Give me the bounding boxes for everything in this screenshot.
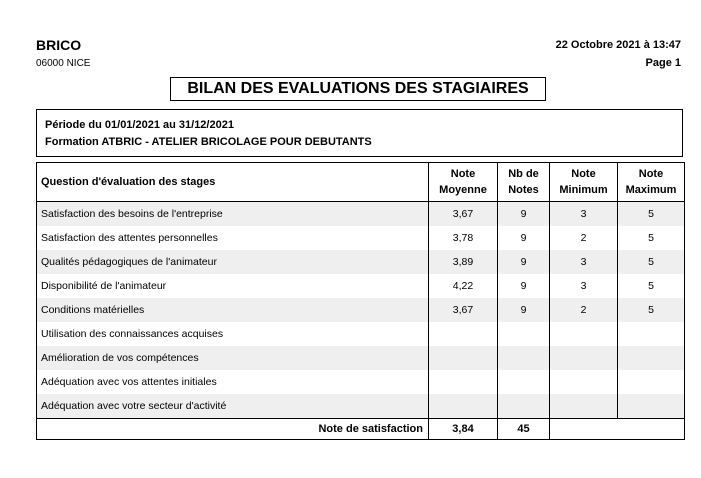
row-max: 5 [618, 298, 685, 322]
header-minimum: Note Minimum [550, 163, 618, 202]
period-text: Période du 01/01/2021 au 31/12/2021 [45, 119, 234, 131]
table-row [37, 346, 685, 370]
row-min [550, 394, 618, 419]
row-min [550, 370, 618, 394]
row-min: 2 [550, 298, 618, 322]
row-nb [498, 346, 550, 370]
table-row [37, 370, 685, 394]
row-nb [498, 322, 550, 346]
row-moyenne [429, 322, 498, 346]
table-row [37, 394, 685, 419]
row-moyenne: 3,67 [429, 298, 498, 322]
row-min: 3 [550, 274, 618, 298]
header-maximum: Note Maximum [618, 163, 685, 202]
row-question: Adéquation avec votre secteur d'activité [37, 394, 429, 419]
row-nb: 9 [498, 298, 550, 322]
table-row [37, 226, 685, 250]
table-row [37, 274, 685, 298]
row-nb [498, 370, 550, 394]
summary-empty-cell [550, 419, 685, 440]
row-moyenne: 3,78 [429, 226, 498, 250]
row-nb: 9 [498, 202, 550, 227]
row-nb: 9 [498, 226, 550, 250]
row-moyenne [429, 370, 498, 394]
table-header-row [37, 163, 685, 202]
row-moyenne [429, 346, 498, 370]
row-moyenne: 3,89 [429, 250, 498, 274]
row-question: Conditions matérielles [37, 298, 429, 322]
table-row [37, 250, 685, 274]
row-question: Satisfaction des attentes personnelles [37, 226, 429, 250]
row-nb: 9 [498, 250, 550, 274]
row-max [618, 394, 685, 419]
row-min: 2 [550, 226, 618, 250]
evaluation-table [36, 162, 685, 440]
satisfaction-nb: 45 [498, 419, 550, 440]
row-moyenne [429, 394, 498, 419]
row-question: Amélioration de vos compétences [37, 346, 429, 370]
row-question: Satisfaction des besoins de l'entreprise [37, 202, 429, 227]
row-min: 3 [550, 250, 618, 274]
row-question: Qualités pédagogiques de l'animateur [37, 250, 429, 274]
row-min: 3 [550, 202, 618, 227]
row-moyenne: 4,22 [429, 274, 498, 298]
header-moyenne: Note Moyenne [429, 163, 498, 202]
row-max: 5 [618, 226, 685, 250]
page-number: Page 1 [645, 57, 681, 69]
report-datetime: 22 Octobre 2021 à 13:47 [555, 39, 681, 51]
row-question: Adéquation avec vos attentes initiales [37, 370, 429, 394]
row-question: Disponibilité de l'animateur [37, 274, 429, 298]
row-moyenne: 3,67 [429, 202, 498, 227]
row-max [618, 370, 685, 394]
summary-row [37, 419, 685, 440]
row-max: 5 [618, 202, 685, 227]
formation-text: Formation ATBRIC - ATELIER BRICOLAGE POUR DEBUTANTS [45, 136, 372, 148]
table-row [37, 322, 685, 346]
row-min [550, 346, 618, 370]
row-max [618, 346, 685, 370]
table-row [37, 298, 685, 322]
row-min [550, 322, 618, 346]
row-max [618, 322, 685, 346]
header-nb-notes: Nb de Notes [498, 163, 550, 202]
row-nb [498, 394, 550, 419]
header-question: Question d'évaluation des stages [37, 163, 429, 202]
info-box [36, 109, 683, 157]
satisfaction-label: Note de satisfaction [37, 419, 429, 440]
row-max: 5 [618, 274, 685, 298]
company-name: BRICO [36, 37, 82, 53]
row-nb: 9 [498, 274, 550, 298]
satisfaction-moyenne: 3,84 [429, 419, 498, 440]
row-question: Utilisation des connaissances acquises [37, 322, 429, 346]
table-row [37, 202, 685, 227]
row-max: 5 [618, 250, 685, 274]
company-city: 06000 NICE [36, 58, 91, 69]
report-title: BILAN DES EVALUATIONS DES STAGIAIRES [170, 77, 546, 101]
